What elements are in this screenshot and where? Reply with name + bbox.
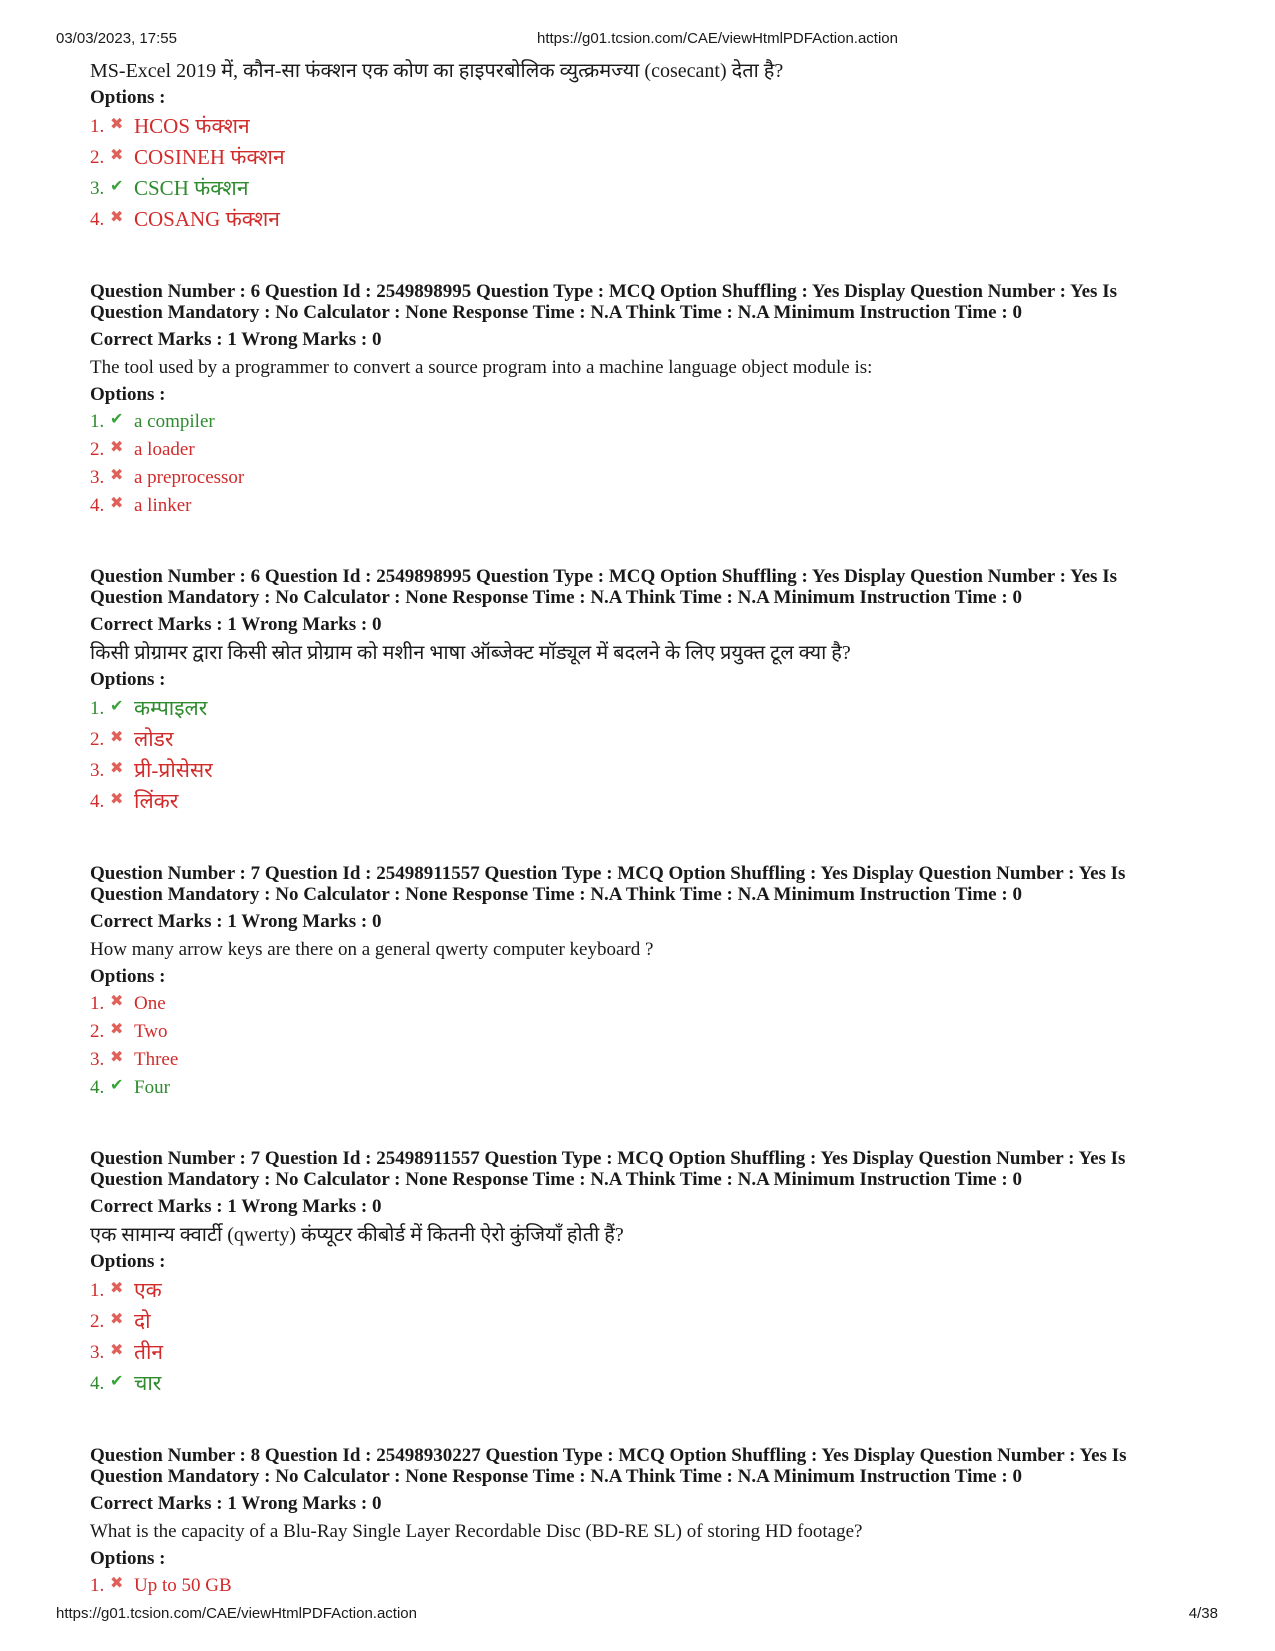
question-meta: Question Mandatory : No Calculator : None Response Time : N.A Think Time : N.A Minimum Instruction Time : 0 [90,1466,1022,1487]
option-label: One [134,993,166,1014]
question-meta: Question Mandatory : No Calculator : None Response Time : N.A Think Time : N.A Minimum Instruction Time : 0 [90,302,1022,323]
option-number: 3. [90,1342,105,1363]
option-4 [90,204,1230,235]
option-4 [90,1368,1230,1399]
options-label: Options : [90,1251,166,1272]
check-icon: ✔ [110,696,124,715]
option-label: Four [134,1077,170,1098]
option-label: दो [134,1309,151,1333]
option-number: 1. [90,1575,105,1596]
option-number: 1. [90,1280,105,1301]
question-meta: Question Number : 6 Question Id : 2549898995 Question Type : MCQ Option Shuffling : Yes Display Question Number : Yes Is [90,566,1117,587]
cross-icon: ✖ [110,437,124,456]
cross-icon: ✖ [110,1573,124,1592]
cross-icon: ✖ [110,114,124,133]
options-label: Options : [90,966,166,987]
option-number: 4. [90,1077,105,1098]
question-text: What is the capacity of a Blu-Ray Single Layer Recordable Disc (BD-RE SL) of storing HD footage? [90,1521,863,1542]
option-label: COSANG फंक्शन [134,207,280,231]
option-number: 1. [90,411,105,432]
option-label: एक [134,1278,162,1302]
option-4 [90,786,1230,817]
option-label: HCOS फंक्शन [134,114,250,138]
question-text: MS-Excel 2019 में, कौन-सा फंक्शन एक कोण का हाइपरबोलिक व्युत्क्रमज्या (cosecant) देता है? [90,60,784,82]
cross-icon: ✖ [110,789,124,808]
option-3 [90,464,1230,492]
cross-icon: ✖ [110,1019,124,1038]
question-meta: Question Mandatory : No Calculator : None Response Time : N.A Think Time : N.A Minimum Instruction Time : 0 [90,1169,1022,1190]
option-label: Two [134,1021,168,1042]
option-4 [90,492,1230,520]
option-1 [90,1275,1230,1306]
question-paper [90,58,1230,1600]
option-label: Up to 50 GB [134,1575,232,1596]
option-number: 3. [90,1049,105,1070]
page-number: 4/38 [1188,1605,1218,1622]
cross-icon: ✖ [110,207,124,226]
option-number: 4. [90,209,105,230]
question-block [90,566,1230,817]
options-label: Options : [90,1548,166,1569]
question-marks: Correct Marks : 1 Wrong Marks : 0 [90,1493,382,1514]
option-label: तीन [134,1340,164,1364]
option-label: a linker [134,495,192,516]
question-meta: Question Number : 7 Question Id : 25498911557 Question Type : MCQ Option Shuffling : Yes Display Question Number : Yes Is [90,863,1126,884]
option-number: 1. [90,698,105,719]
check-icon: ✔ [110,1075,124,1094]
option-4 [90,1074,1230,1102]
question-block [90,1148,1230,1399]
option-2 [90,142,1230,173]
option-1 [90,1572,1230,1600]
question-meta: Question Mandatory : No Calculator : None Response Time : N.A Think Time : N.A Minimum Instruction Time : 0 [90,587,1022,608]
option-2 [90,1306,1230,1337]
option-label: CSCH फंक्शन [134,176,249,200]
check-icon: ✔ [110,409,124,428]
options-label: Options : [90,384,166,405]
check-icon: ✔ [110,176,124,195]
question-block [90,863,1230,1102]
option-label: चार [134,1371,162,1395]
question-meta: Question Number : 7 Question Id : 25498911557 Question Type : MCQ Option Shuffling : Yes Display Question Number : Yes Is [90,1148,1126,1169]
option-number: 3. [90,467,105,488]
question-marks: Correct Marks : 1 Wrong Marks : 0 [90,614,382,635]
option-number: 2. [90,1311,105,1332]
question-meta: Question Number : 8 Question Id : 25498930227 Question Type : MCQ Option Shuffling : Yes Display Question Number : Yes Is [90,1445,1127,1466]
option-number: 2. [90,729,105,750]
option-1 [90,111,1230,142]
option-label: COSINEH फंक्शन [134,145,285,169]
question-text: एक सामान्य क्वार्टी (qwerty) कंप्यूटर कीबोर्ड में कितनी ऐरो कुंजियाँ होती हैं? [90,1224,624,1246]
option-3 [90,1046,1230,1074]
option-1 [90,408,1230,436]
option-number: 3. [90,178,105,199]
option-3 [90,755,1230,786]
cross-icon: ✖ [110,991,124,1010]
option-label: a compiler [134,411,215,432]
question-marks: Correct Marks : 1 Wrong Marks : 0 [90,1196,382,1217]
cross-icon: ✖ [110,1047,124,1066]
option-2 [90,724,1230,755]
question-meta: Question Mandatory : No Calculator : None Response Time : N.A Think Time : N.A Minimum Instruction Time : 0 [90,884,1022,905]
question-marks: Correct Marks : 1 Wrong Marks : 0 [90,329,382,350]
options-label: Options : [90,87,166,108]
options-label: Options : [90,669,166,690]
question-block-top [90,58,1230,235]
option-label: लोडर [134,727,174,751]
print-footer-url: https://g01.tcsion.com/CAE/viewHtmlPDFAction.action [56,1605,417,1622]
option-label: a loader [134,439,195,460]
option-number: 2. [90,439,105,460]
question-meta: Question Number : 6 Question Id : 2549898995 Question Type : MCQ Option Shuffling : Yes Display Question Number : Yes Is [90,281,1117,302]
cross-icon: ✖ [110,758,124,777]
option-number: 2. [90,147,105,168]
option-number: 1. [90,116,105,137]
option-number: 3. [90,760,105,781]
question-marks: Correct Marks : 1 Wrong Marks : 0 [90,911,382,932]
option-label: कम्पाइलर [134,696,208,720]
option-number: 4. [90,1373,105,1394]
question-text: किसी प्रोग्रामर द्वारा किसी स्रोत प्रोग्राम को मशीन भाषा ऑब्जेक्ट मॉड्यूल में बदलने के लिए प्रयुक्त टूल क्या है? [90,642,851,664]
cross-icon: ✖ [110,145,124,164]
cross-icon: ✖ [110,727,124,746]
option-3 [90,173,1230,204]
check-icon: ✔ [110,1371,124,1390]
cross-icon: ✖ [110,1340,124,1359]
question-block [90,1445,1230,1600]
option-2 [90,436,1230,464]
option-1 [90,693,1230,724]
option-label: लिंकर [134,789,179,813]
option-label: a preprocessor [134,467,245,488]
option-number: 4. [90,791,105,812]
question-block [90,281,1230,520]
option-number: 4. [90,495,105,516]
print-datetime: 03/03/2023, 17:55 [56,30,177,47]
print-header-url: https://g01.tcsion.com/CAE/viewHtmlPDFAction.action [537,30,898,47]
cross-icon: ✖ [110,1309,124,1328]
cross-icon: ✖ [110,493,124,512]
option-3 [90,1337,1230,1368]
cross-icon: ✖ [110,465,124,484]
option-label: प्री-प्रोसेसर [134,758,213,782]
cross-icon: ✖ [110,1278,124,1297]
question-text: How many arrow keys are there on a general qwerty computer keyboard ? [90,939,654,960]
option-2 [90,1018,1230,1046]
option-label: Three [134,1049,179,1070]
option-number: 1. [90,993,105,1014]
option-number: 2. [90,1021,105,1042]
question-text: The tool used by a programmer to convert a source program into a machine language object module is: [90,357,873,378]
option-1 [90,990,1230,1018]
